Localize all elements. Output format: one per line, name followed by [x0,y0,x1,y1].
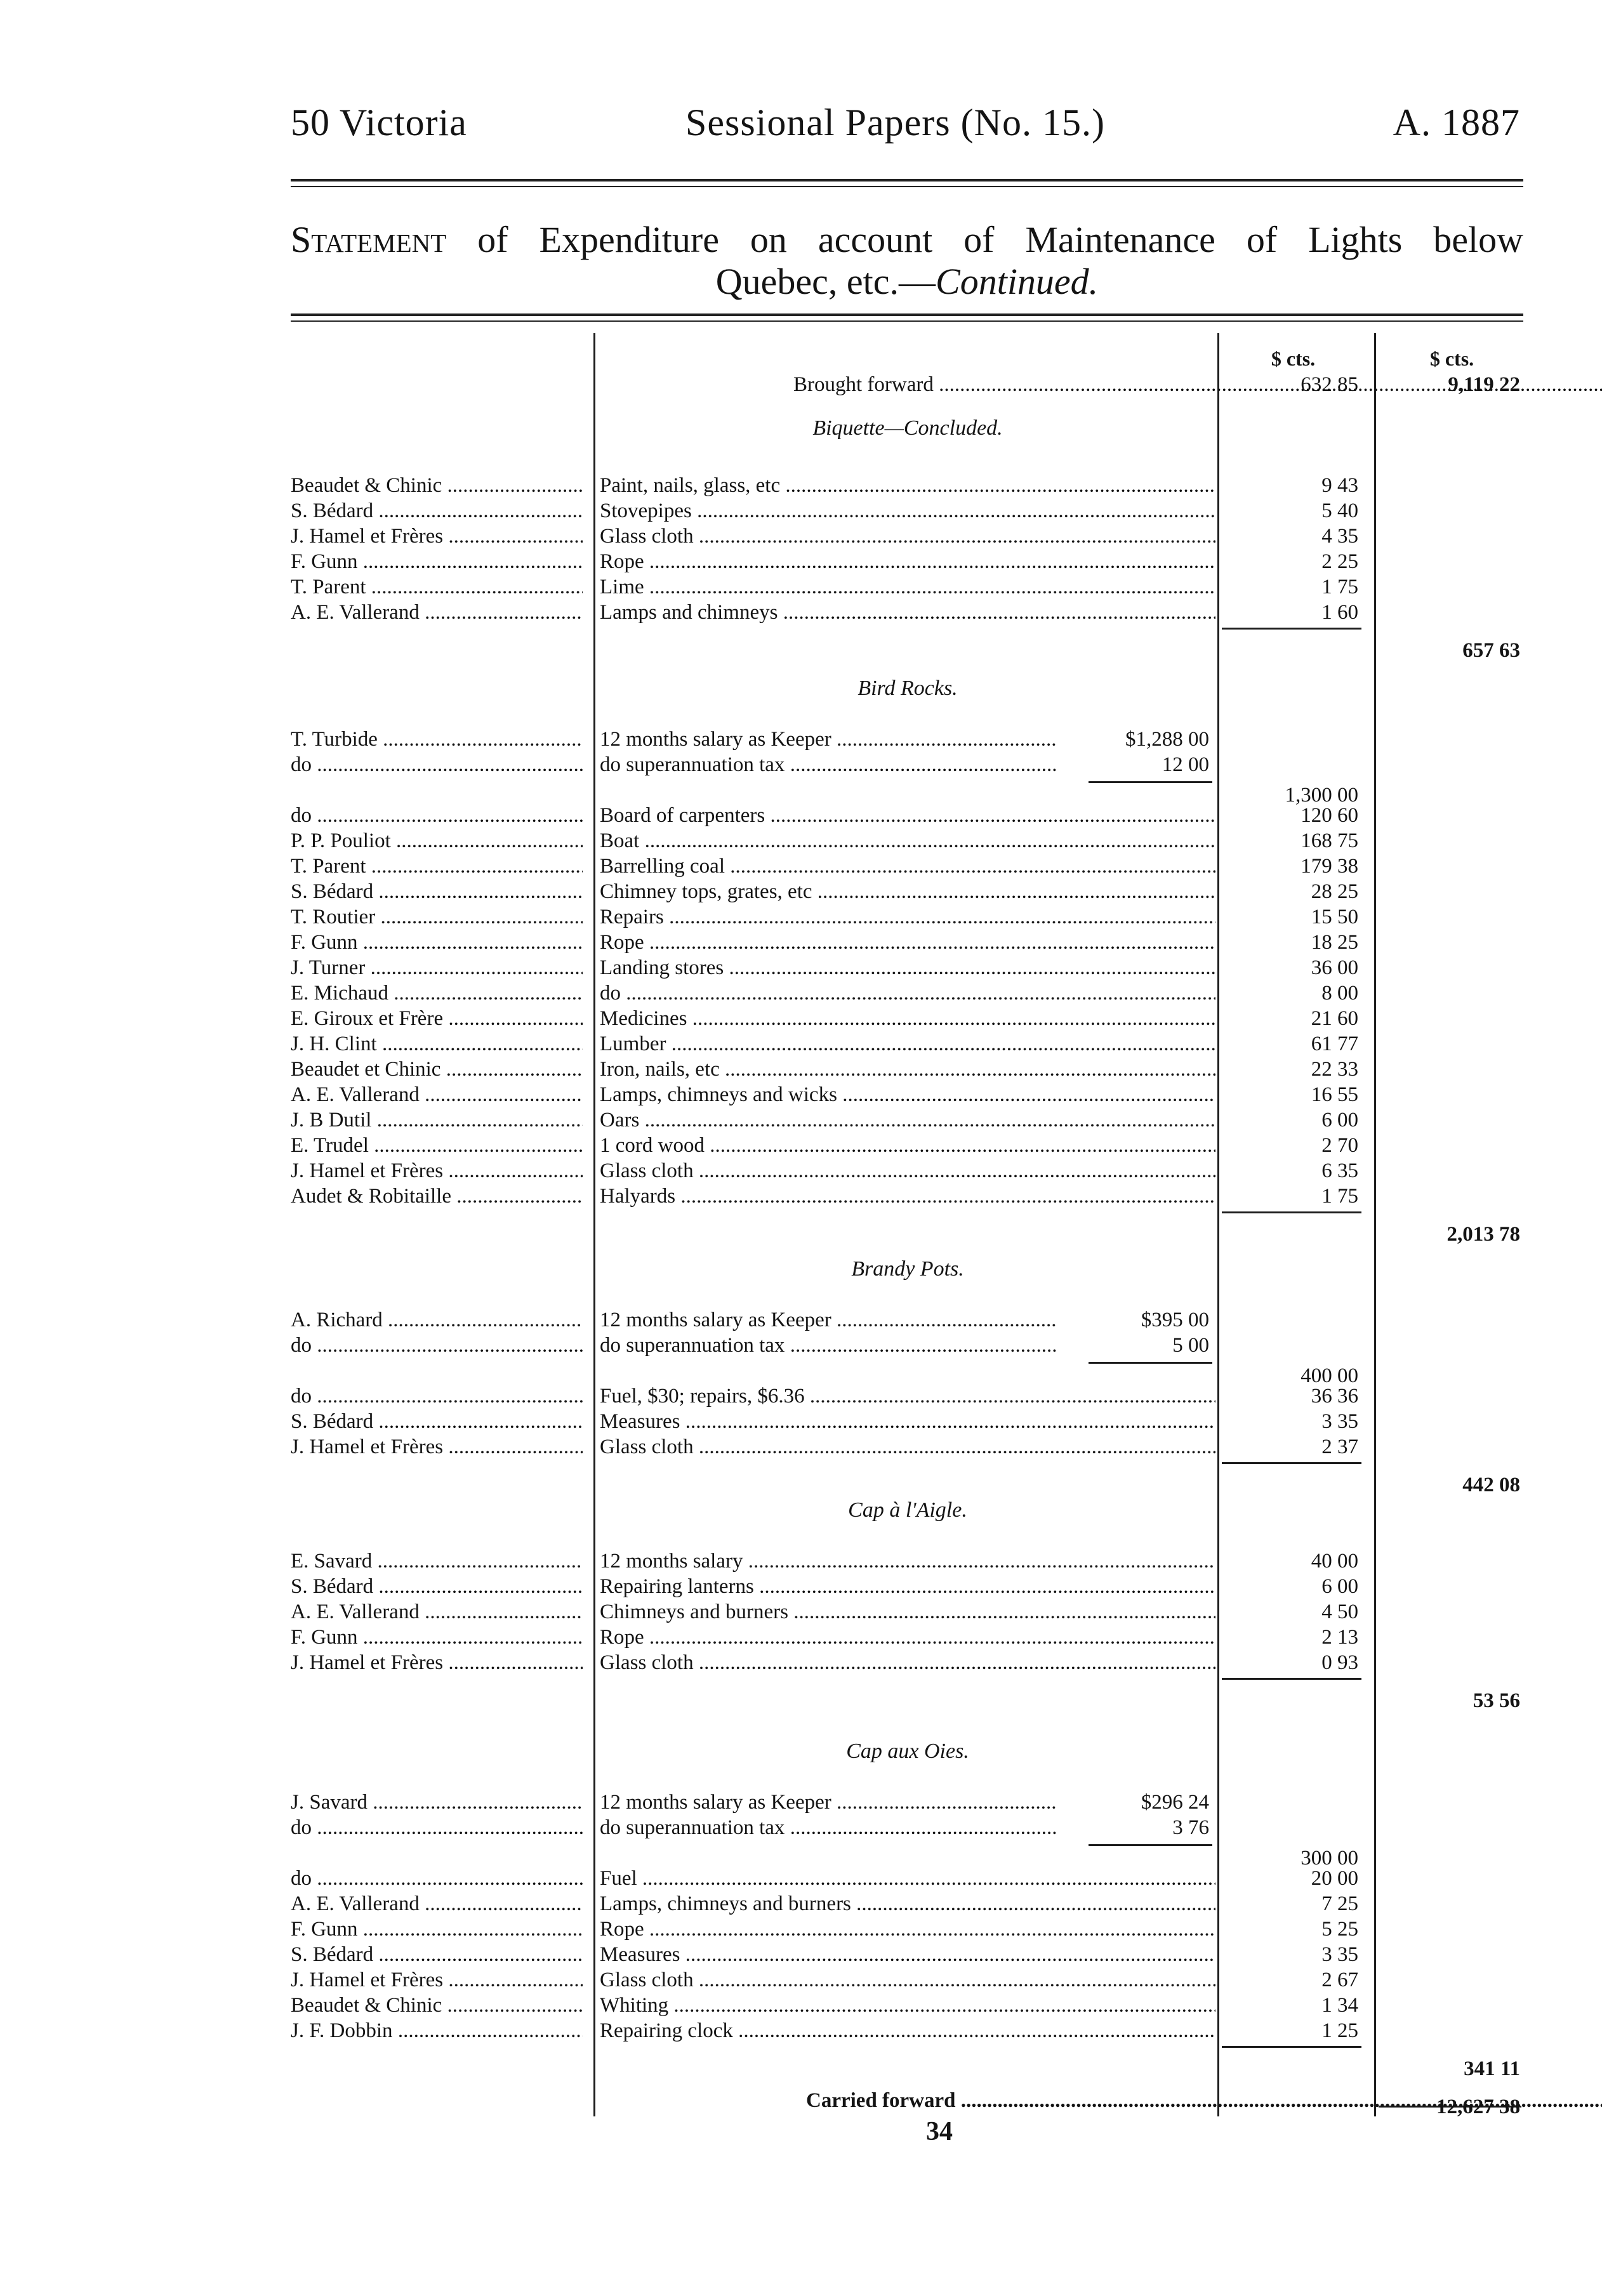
line-amount: 61 77 [1311,1033,1358,1055]
salary-subtotal-rule [1089,1844,1212,1846]
section-total: 2,013 78 [1446,1223,1520,1246]
carried-forward-amount2: 12,627 38 [1436,2095,1520,2118]
payee-name: do ..... [291,1333,583,1358]
payee-name: Audet & Robitaille ..... [291,1184,583,1209]
section-subtotal-rule [1222,1678,1361,1680]
title-rule-bottom [291,320,1523,322]
payee-name: A. E. Vallerand ..... [291,1082,583,1107]
salary-net-amount: 1,300 00 [1285,784,1358,807]
payee-name: do ..... [291,803,583,828]
payee-name: S. Bédard ..... [291,879,583,904]
salary-component: $395 00 [1141,1309,1209,1331]
line-amount: 3 35 [1321,1410,1358,1433]
payee-name: J. Hamel et Frères ..... [291,1967,583,1993]
item-description: Glass cloth ..... [600,1650,1215,1675]
line-amount: 1 75 [1321,576,1358,598]
payee-name: T. Routier ..... [291,904,583,930]
payee-name: S. Bédard ..... [291,1942,583,1967]
salary-component: 3 76 [1172,1816,1209,1839]
line-amount: 2 37 [1321,1435,1358,1458]
payee-name: J. Hamel et Frères ..... [291,1158,583,1184]
statement-title [291,219,1523,303]
column-divider-items [593,333,595,2116]
title-rule-top [291,313,1523,316]
line-amount: 40 00 [1311,1550,1358,1573]
item-description: 12 months salary ..... [600,1548,1215,1574]
line-amount: 6 35 [1321,1159,1358,1182]
item-description: Stovepipes ..... [600,498,1215,524]
payee-name: T. Turbide ..... [291,727,583,752]
salary-net-amount: 400 00 [1301,1364,1358,1387]
amount1-header: $ cts. [1271,347,1316,370]
payee-name: F. Gunn ..... [291,1917,583,1942]
line-amount: 7 25 [1321,1892,1358,1915]
payee-name: S. Bédard ..... [291,498,583,524]
item-description: Rope ..... [600,930,1215,955]
payee-name: Beaudet & Chinic ..... [291,473,583,498]
section-subtotal-rule [1222,2046,1361,2048]
line-amount: 8 00 [1321,982,1358,1005]
item-description: Lamps, chimneys and burners ..... [600,1891,1215,1917]
salary-component: 5 00 [1172,1334,1209,1357]
item-description: 12 months salary as Keeper ..... [600,1790,1057,1815]
carried-forward-label: Carried forward ..... [806,2088,1212,2113]
line-amount: 2 25 [1321,550,1358,573]
page-number: 34 [926,2117,953,2146]
item-description: Glass cloth ..... [600,1434,1215,1460]
brought-forward-amount1: 632 85 [1301,373,1358,396]
item-description: do ..... [600,980,1215,1006]
item-description: Medicines ..... [600,1006,1215,1031]
line-amount: 179 38 [1301,855,1358,878]
salary-subtotal-rule [1089,781,1212,783]
section-title: Brandy Pots. [851,1257,964,1281]
payee-name: E. Trudel ..... [291,1133,583,1158]
line-amount: 2 67 [1321,1969,1358,1991]
payee-name: J. B Dutil ..... [291,1107,583,1133]
item-description: Measures ..... [600,1409,1215,1434]
item-description: do superannuation tax ..... [600,752,1057,777]
payee-name: E. Michaud ..... [291,980,583,1006]
payee-name: E. Giroux et Frère ..... [291,1006,583,1031]
line-amount: 2 70 [1321,1134,1358,1157]
salary-component: 12 00 [1162,753,1209,776]
item-description: Lime ..... [600,574,1215,600]
item-description: Measures ..... [600,1942,1215,1967]
salary-subtotal-rule [1089,1362,1212,1364]
payee-name: T. Parent ..... [291,574,583,600]
line-amount: 168 75 [1301,829,1358,852]
amount2-header: $ cts. [1429,347,1474,370]
payee-name: J. Hamel et Frères ..... [291,524,583,549]
payee-name: J. Savard ..... [291,1790,583,1815]
payee-name: P. P. Pouliot ..... [291,828,583,854]
column-divider-amount1 [1217,333,1219,2116]
line-amount: 20 00 [1311,1867,1358,1890]
item-description: Glass cloth ..... [600,1967,1215,1993]
item-description: Chimney tops, grates, etc ..... [600,879,1215,904]
item-description: Boat ..... [600,828,1215,854]
payee-name: A. E. Vallerand ..... [291,1891,583,1917]
item-description: Fuel ..... [600,1866,1215,1891]
line-amount: 5 25 [1321,1918,1358,1941]
payee-name: F. Gunn ..... [291,549,583,574]
payee-name: F. Gunn ..... [291,1625,583,1650]
line-amount: 28 25 [1311,880,1358,903]
payee-name: J. F. Dobbin ..... [291,2018,583,2043]
line-amount: 3 35 [1321,1943,1358,1966]
item-description: Lamps, chimneys and wicks ..... [600,1082,1215,1107]
section-title: Bird Rocks. [857,676,958,700]
item-description: do superannuation tax ..... [600,1333,1057,1358]
payee-name: S. Bédard ..... [291,1409,583,1434]
line-amount: 9 43 [1321,474,1358,497]
section-total: 341 11 [1464,2057,1520,2080]
payee-name: do ..... [291,1866,583,1891]
payee-name: T. Parent ..... [291,854,583,879]
section-total: 657 63 [1462,639,1520,662]
salary-component: $1,288 00 [1125,728,1209,751]
salary-net-amount: 300 00 [1301,1847,1358,1870]
payee-name: do ..... [291,1383,583,1409]
payee-name: A. Richard ..... [291,1307,583,1333]
line-amount: 0 93 [1321,1651,1358,1674]
payee-name: A. E. Vallerand ..... [291,600,583,625]
section-subtotal-rule [1222,1462,1361,1464]
item-description: 12 months salary as Keeper ..... [600,1307,1057,1333]
payee-name: do ..... [291,1815,583,1840]
line-amount: 22 33 [1311,1058,1358,1081]
line-amount: 4 35 [1321,525,1358,548]
payee-name: F. Gunn ..... [291,930,583,955]
line-amount: 120 60 [1301,804,1358,827]
line-amount: 1 25 [1321,2019,1358,2042]
section-title: Cap aux Oies. [846,1739,969,1763]
payee-name: E. Savard ..... [291,1548,583,1574]
item-description: Repairing clock ..... [600,2018,1215,2043]
section-subtotal-rule [1222,628,1361,630]
payee-name: J. Turner ..... [291,955,583,980]
item-description: do superannuation tax ..... [600,1815,1057,1840]
line-amount: 36 36 [1311,1385,1358,1408]
item-description: Lumber ..... [600,1031,1215,1057]
header-session: 50 Victoria [291,102,467,143]
payee-name: A. E. Vallerand ..... [291,1599,583,1625]
item-description: Barrelling coal ..... [600,854,1215,879]
line-amount: 36 00 [1311,956,1358,979]
item-description: Repairing lanterns ..... [600,1574,1215,1599]
brought-forward-amount2: 9,119 22 [1448,373,1520,396]
payee-name: J. Hamel et Frères ..... [291,1434,583,1460]
payee-name: J. Hamel et Frères ..... [291,1650,583,1675]
salary-component: $296 24 [1141,1791,1209,1814]
item-description: Landing stores ..... [600,955,1215,980]
line-amount: 5 40 [1321,499,1358,522]
brought-forward-label: Brought forward ..... [793,372,1212,397]
line-amount: 2 13 [1321,1626,1358,1649]
line-amount: 6 00 [1321,1575,1358,1598]
item-description: Oars ..... [600,1107,1215,1133]
title-line-2: Quebec, etc.—Continued. [715,261,1099,302]
item-description: Repairs ..... [600,904,1215,930]
section-title: Biquette—Concluded. [812,416,1003,440]
item-description: 12 months salary as Keeper ..... [600,727,1057,752]
item-description: Rope ..... [600,549,1215,574]
item-description: Glass cloth ..... [600,1158,1215,1184]
header-year: A. 1887 [1393,102,1520,143]
item-description: Whiting ..... [600,1993,1215,2018]
item-description: Paint, nails, glass, etc ..... [600,473,1215,498]
line-amount: 1 60 [1321,601,1358,624]
payee-name: S. Bédard ..... [291,1574,583,1599]
item-description: Halyards ..... [600,1184,1215,1209]
line-amount: 4 50 [1321,1600,1358,1623]
line-amount: 1 75 [1321,1185,1358,1208]
line-amount: 6 00 [1321,1109,1358,1132]
header-papers: Sessional Papers (No. 15.) [685,102,1105,143]
payee-name: Beaudet & Chinic ..... [291,1993,583,2018]
payee-name: Beaudet et Chinic ..... [291,1057,583,1082]
payee-name: do ..... [291,752,583,777]
section-subtotal-rule [1222,1211,1361,1213]
section-title: Cap à l'Aigle. [848,1498,967,1522]
item-description: Iron, nails, etc ..... [600,1057,1215,1082]
item-description: Lamps and chimneys ..... [600,600,1215,625]
item-description: Chimneys and burners ..... [600,1599,1215,1625]
line-amount: 15 50 [1311,906,1358,928]
line-amount: 1 34 [1321,1994,1358,2017]
section-total: 442 08 [1462,1474,1520,1496]
item-description: Rope ..... [600,1917,1215,1942]
section-total: 53 56 [1473,1689,1520,1712]
payee-name: J. H. Clint ..... [291,1031,583,1057]
item-description: Glass cloth ..... [600,524,1215,549]
header-rule-top [291,179,1523,181]
item-description: Rope ..... [600,1625,1215,1650]
line-amount: 21 60 [1311,1007,1358,1030]
item-description: 1 cord wood ..... [600,1133,1215,1158]
item-description: Board of carpenters ..... [600,803,1215,828]
title-line-1: Statement of Expenditure on account of Maintenance of Lights below [291,219,1523,260]
line-amount: 18 25 [1311,931,1358,954]
header-rule-bottom [291,186,1523,187]
column-divider-amount2 [1374,333,1376,2116]
item-description: Fuel, $30; repairs, $6.36 ..... [600,1383,1215,1409]
line-amount: 16 55 [1311,1083,1358,1106]
